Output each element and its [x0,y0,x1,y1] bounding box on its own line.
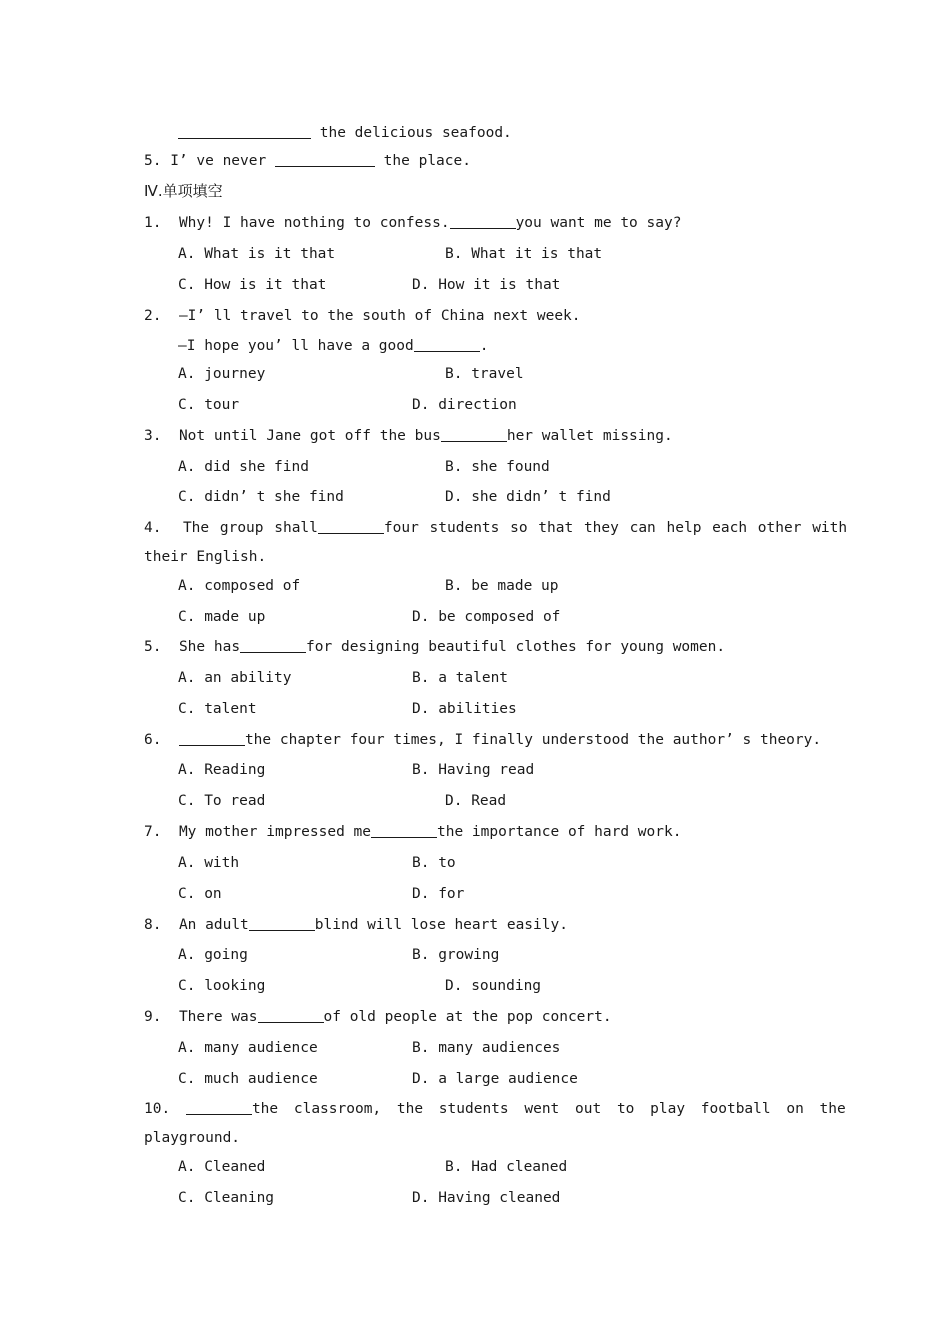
question-number: 8. [144,917,162,933]
option-a[interactable]: A. composed of [178,578,301,594]
fill-text: 5. I’ ve never [144,153,275,169]
option-a[interactable]: A. journey [178,366,266,382]
option-c[interactable]: C. didn’ t she find [178,489,344,505]
question-stem: Why! I have nothing to confess. [178,215,450,231]
fill-text: the place. [374,153,471,169]
option-c[interactable]: C. How is it that [178,277,327,293]
question-1 [144,214,681,232]
question-10 [144,1100,846,1118]
question-stem: —I’ ll travel to the south of China next week. [178,308,581,324]
option-c[interactable]: C. made up [178,609,266,625]
option-b[interactable]: B. Having read [412,762,535,778]
question-4-line2: their English. [144,549,267,565]
question-9 [144,1008,612,1026]
option-c[interactable]: C. To read [178,793,266,809]
question-number: 4. [144,520,162,536]
question-4 [144,519,847,537]
fill-item-5 [144,152,471,170]
option-a[interactable]: A. Cleaned [178,1159,266,1175]
question-stem: for designing beautiful clothes for young women. [306,639,726,655]
question-number: 9. [144,1009,162,1025]
option-d[interactable]: D. abilities [412,701,517,717]
question-stem: The group shall [182,520,318,536]
answer-blank[interactable] [275,152,375,167]
answer-blank[interactable] [258,1008,324,1023]
section-heading: Ⅳ.单项填空 [144,182,223,200]
option-c[interactable]: C. on [178,886,222,902]
option-b[interactable]: B. What it is that [445,246,603,262]
question-number: 1. [144,215,162,231]
question-number: 10. [144,1101,171,1117]
question-5 [144,638,725,656]
question-stem: you want me to say? [515,215,682,231]
option-a[interactable]: A. did she find [178,459,309,475]
answer-blank[interactable] [249,916,315,931]
question-number: 2. [144,308,162,324]
option-d[interactable]: D. Read [445,793,507,809]
fill-line-continuation [178,124,512,142]
answer-blank[interactable] [186,1100,252,1115]
option-b[interactable]: B. a talent [412,670,509,686]
question-stem: My mother impressed me [178,824,371,840]
option-a[interactable]: A. with [178,855,240,871]
option-b[interactable]: B. growing [412,947,500,963]
answer-blank[interactable] [179,731,245,746]
question-number: 3. [144,428,162,444]
question-10-line2: playground. [144,1130,241,1146]
question-stem: her wallet missing. [506,428,673,444]
answer-blank[interactable] [318,519,384,534]
option-d[interactable]: D. Having cleaned [412,1190,561,1206]
question-stem: blind will lose heart easily. [314,917,568,933]
question-number: 5. [144,639,162,655]
question-stem: four students so that they can help each other with [383,520,848,536]
option-b[interactable]: B. to [412,855,456,871]
question-stem: the classroom, the students went out to play football on the [251,1101,846,1117]
option-b[interactable]: B. Had cleaned [445,1159,568,1175]
option-c[interactable]: C. much audience [178,1071,318,1087]
question-7 [144,823,681,841]
question-stem: the chapter four times, I finally understood the author’ s theory. [244,732,822,748]
option-d[interactable]: D. be composed of [412,609,561,625]
question-stem: Not until Jane got off the bus [178,428,441,444]
question-stem: There was [178,1009,258,1025]
option-c[interactable]: C. Cleaning [178,1190,275,1206]
answer-blank[interactable] [441,427,507,442]
question-stem: —I hope you’ ll have a good [178,338,414,354]
answer-blank[interactable] [240,638,306,653]
option-b[interactable]: B. many audiences [412,1040,561,1056]
option-c[interactable]: C. looking [178,978,266,994]
answer-blank[interactable] [178,124,311,139]
option-d[interactable]: D. direction [412,397,517,413]
question-3 [144,427,673,445]
answer-blank[interactable] [450,214,516,229]
option-a[interactable]: A. an ability [178,670,292,686]
option-d[interactable]: D. for [412,886,465,902]
option-d[interactable]: D. How it is that [412,277,561,293]
answer-blank[interactable] [414,337,480,352]
question-stem: She has [178,639,241,655]
option-d[interactable]: D. sounding [445,978,542,994]
question-stem: of old people at the pop concert. [323,1009,612,1025]
option-c[interactable]: C. tour [178,397,240,413]
question-6 [144,731,821,749]
option-b[interactable]: B. she found [445,459,550,475]
option-d[interactable]: D. a large audience [412,1071,578,1087]
option-a[interactable]: A. Reading [178,762,266,778]
option-b[interactable]: B. travel [445,366,524,382]
question-stem: . [479,338,489,354]
option-c[interactable]: C. talent [178,701,257,717]
option-d[interactable]: D. she didn’ t find [445,489,611,505]
option-b[interactable]: B. be made up [445,578,559,594]
question-number: 6. [144,732,162,748]
question-stem: the importance of hard work. [437,824,682,840]
option-a[interactable]: A. many audience [178,1040,318,1056]
question-2 [144,307,581,325]
fill-text: the delicious seafood. [311,125,512,141]
answer-blank[interactable] [371,823,437,838]
question-stem: An adult [178,917,249,933]
option-a[interactable]: A. What is it that [178,246,336,262]
question-2-line2 [178,337,488,355]
question-number: 7. [144,824,162,840]
question-8 [144,916,568,934]
option-a[interactable]: A. going [178,947,248,963]
